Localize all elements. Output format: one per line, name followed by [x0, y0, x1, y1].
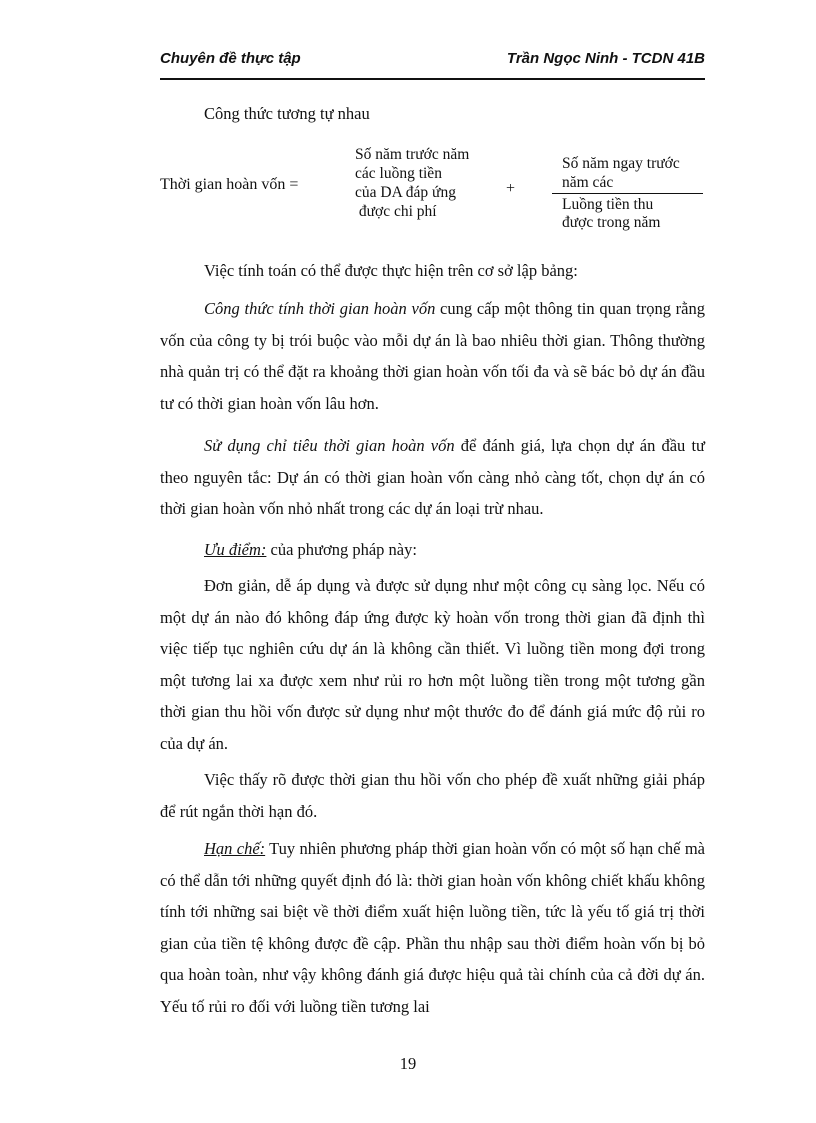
paragraph-text: Tuy nhiên phương pháp thời gian hoàn vốn có một số hạn chế mà có thể dẫn tới những quyết định đó là: thời gian hoàn vốn không chiết khấu không tính tới những sai biệt về thời điểm xuất hiện luồng tiền, tức là yếu tố giá trị thời gian của tiền tệ không được đề cập. Phần thu nhập sau thời điểm hoàn vốn bị bỏ qua hoàn toàn, như vậy không đánh giá được hiệu quả tài chính của cả đời dự án. Yếu tố rủi ro đối với luồng tiền tương lai — [160, 839, 705, 1016]
numerator-line: năm các — [562, 174, 614, 191]
paragraph-formula-info — [160, 293, 705, 419]
formula-intro: Công thức tương tự nhau — [204, 104, 370, 123]
denominator-line: được trong năm — [562, 214, 661, 231]
paragraph-text: của phương pháp này: — [266, 540, 417, 559]
paragraph-advantages-heading — [160, 534, 705, 566]
page-number: 19 — [399, 1054, 417, 1073]
paragraph-text: Việc thấy rõ được thời gian thu hồi vốn cho phép đề xuất những giải pháp để rút ngắn thời hạn đó. — [160, 770, 705, 821]
paragraph-advantages — [160, 570, 705, 759]
formula-plus-sign: + — [506, 180, 516, 197]
fraction-bar — [552, 193, 703, 194]
formula-fraction-numerator — [562, 154, 680, 192]
paragraph-limitations — [160, 833, 705, 1022]
page-header — [160, 44, 705, 80]
advantages-heading: Ưu điểm: — [204, 540, 267, 559]
formula-fraction-denominator — [562, 196, 702, 232]
formula-left-line: Số năm trước năm — [355, 146, 470, 163]
paragraph-text: để đánh giá, lựa chọn dự án đầu tư theo nguyên tắc: Dự án có thời gian hoàn vốn càng nhỏ càng tốt, chọn dự án có thời gian hoàn vốn nhỏ nhất trong các dự án loại trừ nhau. — [160, 436, 705, 518]
paragraph-table-method — [160, 255, 705, 287]
formula-left-line: các luồng tiền — [355, 165, 442, 182]
header-author: Trần Ngọc Ninh - TCDN 41B — [506, 50, 705, 67]
paragraph-criteria — [160, 430, 705, 525]
paragraph-text: Đơn giản, dễ áp dụng và được sử dụng như một công cụ sàng lọc. Nếu có một dự án nào đó không đáp ứng được kỳ hoàn vốn trong thời gian đã định thì việc tiếp tục nghiên cứu dự án là không cần thiết. Vì luồng tiền mong đợi trong một tương lai xa được xem như rủi ro hơn một luồng tiền trong một tương gần thời gian thu hồi vốn được sử dụng như một thước đo để đánh giá mức độ rủi ro của dự án. — [160, 576, 705, 753]
formula-left-line: được chi phí — [355, 203, 437, 220]
header-document-type: Chuyên đề thực tập — [160, 50, 301, 67]
formula-left-term — [355, 145, 469, 221]
denominator-line: Luồng tiền thu — [562, 196, 654, 213]
italic-term: Sử dụng chỉ tiêu thời gian hoàn vốn — [204, 436, 455, 455]
paragraph-text: Việc tính toán có thể được thực hiện trên cơ sở lập bảng: — [204, 261, 578, 280]
paragraph-text: cung cấp một thông tin quan trọng rằng vốn của công ty bị trói buộc vào mỗi dự án là bao nhiêu thời gian. Thông thường nhà quản trị có thể đặt ra khoảng thời gian hoàn vốn tối đa và sẽ bác bỏ dự án đầu tư có thời gian hoàn vốn lâu hơn. — [160, 299, 705, 413]
formula-label: Thời gian hoàn vốn = — [160, 176, 299, 193]
numerator-line: Số năm ngay trước — [562, 155, 680, 172]
formula-left-line: của DA đáp ứng — [355, 184, 456, 201]
paragraph-payback-shortening — [160, 764, 705, 827]
italic-term: Công thức tính thời gian hoàn vốn — [204, 299, 436, 318]
limitations-heading: Hạn chế: — [204, 839, 266, 858]
